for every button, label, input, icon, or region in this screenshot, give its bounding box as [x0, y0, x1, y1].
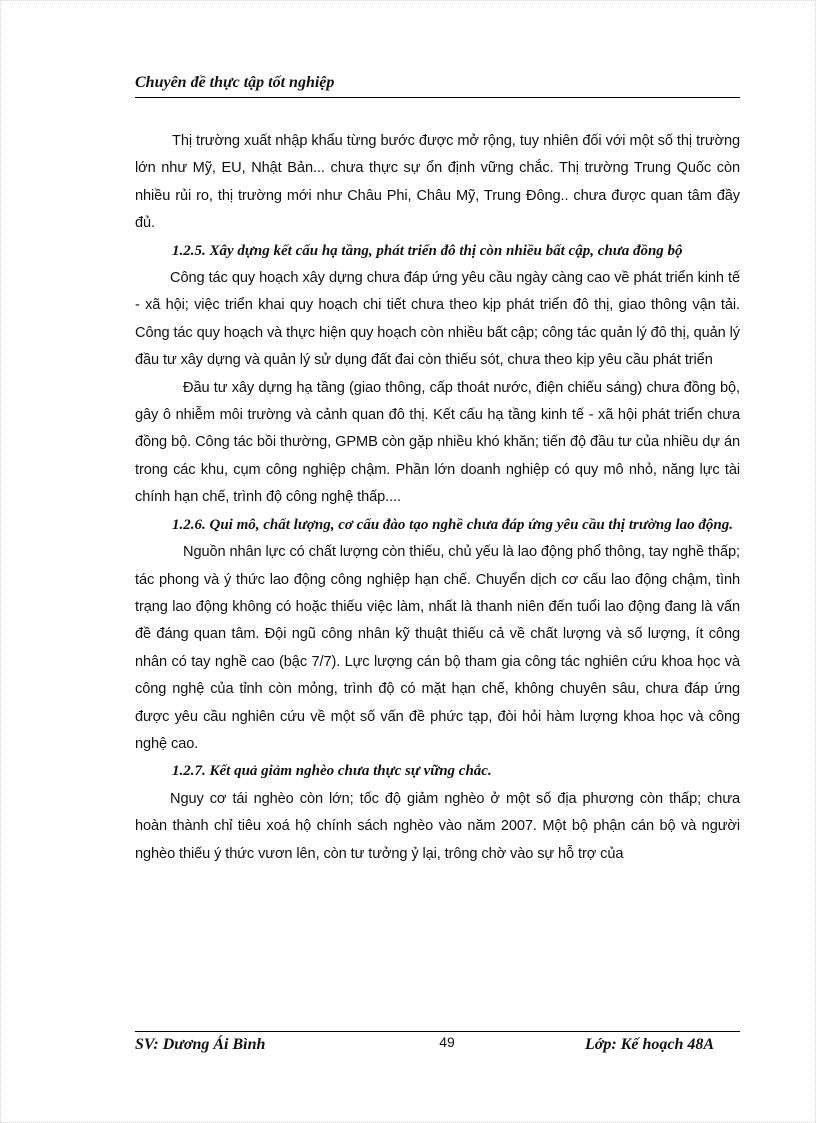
- footer-class: Lớp: Kế hoạch 48A: [585, 1036, 715, 1053]
- header-rule: [135, 97, 740, 98]
- heading-1-2-7: 1.2.7. Kết quả giảm nghèo chưa thực sự vững chắc.: [172, 763, 492, 780]
- footer-rule: [135, 1031, 740, 1032]
- heading-1-2-6: 1.2.6. Qui mô, chất lượng, cơ cấu đào tạo nghề chưa đáp ứng yêu cầu thị trường lao động.: [172, 516, 733, 533]
- paragraph-planning: Công tác quy hoạch xây dựng chưa đáp ứng yêu cầu ngày càng cao về phát triển kinh tế - xã hội; việc triển khai quy hoạch chi tiết chưa theo kịp phát triển đô thị, giao thông vận tải. Công tác quy hoạch và thực hiện quy hoạch còn nhiều bất cập; công tác quản lý đô thị, quản lý đầu tư xây dựng và quản lý sử dụng đất đai còn thiếu sót, chưa theo kịp yêu cầu phát triển: [135, 270, 740, 369]
- footer-student: SV: Dương Ái Bình: [135, 1036, 266, 1053]
- page-number: 49: [439, 1034, 455, 1050]
- heading-1-2-5: 1.2.5. Xây dựng kết cấu hạ tầng, phát triển đô thị còn nhiều bất cập, chưa đồng bộ: [172, 242, 683, 259]
- paragraph-infrastructure: Đầu tư xây dựng hạ tầng (giao thông, cấp thoát nước, điện chiếu sáng) chưa đồng bộ, gây ô nhiễm môi trường và cảnh quan đô thị. Kết cấu hạ tầng kinh tế - xã hội phát triển chưa đồng bộ. Công tác bồi thường, GPMB còn gặp nhiều khó khăn; tiến độ đầu tư của nhiều dự án trong các khu, cụm công nghiệp chậm. Phần lớn doanh nghiệp có quy mô nhỏ, năng lực tài chính hạn chế, trình độ công nghệ thấp....: [135, 379, 740, 506]
- header-title: Chuyên đề thực tập tốt nghiệp: [135, 74, 335, 91]
- document-body: [135, 128, 740, 868]
- paragraph-labor: Nguồn nhân lực có chất lượng còn thiếu, chủ yếu là lao động phổ thông, tay nghề thấp; tác phong và ý thức lao động công nghiệp hạn chế. Chuyển dịch cơ cấu lao động chậm, tình trạng lao động không có hoặc thiếu việc làm, nhất là thanh niên đến tuổi lao động đang là vấn đề đáng quan tâm. Đội ngũ công nhân kỹ thuật thiếu cả về chất lượng và số lượng, ít công nhân có tay nghề cao (bậc 7/7). Lực lượng cán bộ tham gia công tác nghiên cứu khoa học và công nghệ của tỉnh còn mỏng, trình độ có mặt hạn chế, không chuyên sâu, chưa đáp ứng được yêu cầu nghiên cứu về một số vấn đề phức tạp, đòi hỏi hàm lượng khoa học và công nghệ cao.: [135, 544, 740, 752]
- paragraph-export-markets: Thị trường xuất nhập khẩu từng bước được mở rộng, tuy nhiên đối với một số thị trường lớn như Mỹ, EU, Nhật Bản... chưa thực sự ổn định vững chắc. Thị trường Trung Quốc còn nhiều rủi ro, thị trường mới như Châu Phi, Châu Mỹ, Trung Đông.. chưa được quan tâm đầy đủ.: [135, 133, 740, 232]
- paragraph-poverty: Nguy cơ tái nghèo còn lớn; tốc độ giảm nghèo ở một số địa phương còn thấp; chưa hoàn thành chỉ tiêu xoá hộ chính sách nghèo vào năm 2007. Một bộ phận cán bộ và người nghèo thiếu ý thức vươn lên, còn tư tưởng ỷ lại, trông chờ vào sự hỗ trợ của: [135, 790, 740, 862]
